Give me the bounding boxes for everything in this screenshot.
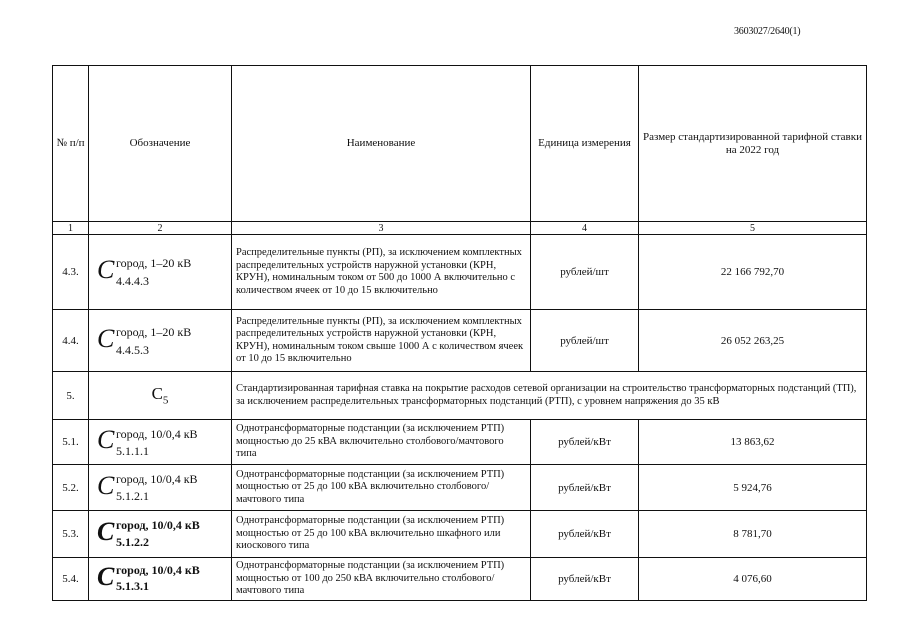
col-number: 4 xyxy=(531,222,639,235)
col-number: 5 xyxy=(639,222,867,235)
header-num: № п/п xyxy=(53,66,89,222)
row-designation xyxy=(89,235,232,310)
tariff-symbol: C xyxy=(97,470,115,500)
row-number: 5.3. xyxy=(53,511,89,558)
row-number: 5.2. xyxy=(53,465,89,511)
row-value: 22 166 792,70 xyxy=(639,235,867,310)
tariff-superscript: город, 1–20 кВ xyxy=(116,256,192,270)
row-name: Однотрансформаторные подстанции (за исключением РТП) мощностью от 25 до 100 кВА включительно столбового/мачтового типа xyxy=(232,465,531,511)
row-designation xyxy=(89,558,232,601)
row-designation xyxy=(89,465,232,511)
document-number: 3603027/2640(1) xyxy=(734,26,801,37)
col-number: 3 xyxy=(232,222,531,235)
tariff-superscript: город, 10/0,4 кВ xyxy=(116,427,198,441)
table-row xyxy=(53,420,867,465)
table-header-row xyxy=(53,66,867,222)
tariff-superscript: город, 10/0,4 кВ xyxy=(116,563,200,577)
tariff-subscript: 5.1.1.1 xyxy=(116,444,149,458)
table-row xyxy=(53,511,867,558)
tariff-superscript: город, 10/0,4 кВ xyxy=(116,472,198,486)
header-rate: Размер стандартизированной тарифной ставки на 2022 год xyxy=(639,66,867,222)
row-unit: рублей/шт xyxy=(531,310,639,372)
row-name: Однотрансформаторные подстанции (за исключением РТП) мощностью до 25 кВА включительно столбового/мачтового типа xyxy=(232,420,531,465)
tariff-superscript: город, 10/0,4 кВ xyxy=(116,518,200,532)
row-value: 4 076,60 xyxy=(639,558,867,601)
row-unit: рублей/кВт xyxy=(531,558,639,601)
tariff-subscript: 4.4.5.3 xyxy=(116,343,149,357)
tariff-symbol: C xyxy=(97,424,115,454)
header-name: Наименование xyxy=(232,66,531,222)
tariff-subscript: 4.4.4.3 xyxy=(116,274,149,288)
col-number: 1 xyxy=(53,222,89,235)
tariff-symbol: C xyxy=(97,323,115,353)
tariff-table xyxy=(52,65,867,601)
row-unit: рублей/шт xyxy=(531,235,639,310)
row-designation xyxy=(89,372,232,420)
tariff-subscript: 5.1.2.1 xyxy=(116,489,149,503)
table-row xyxy=(53,310,867,372)
table-row xyxy=(53,465,867,511)
tariff-subscript: 5.1.2.2 xyxy=(116,535,149,549)
header-designation: Обозначение xyxy=(89,66,232,222)
row-value: 13 863,62 xyxy=(639,420,867,465)
tariff-subscript: 5.1.3.1 xyxy=(116,579,149,593)
table-row xyxy=(53,558,867,601)
row-number: 5. xyxy=(53,372,89,420)
row-name: Однотрансформаторные подстанции (за исключением РТП) мощностью от 100 до 250 кВА включительно столбового/мачтового типа xyxy=(232,558,531,601)
row-value: 8 781,70 xyxy=(639,511,867,558)
tariff-superscript: город, 1–20 кВ xyxy=(116,325,192,339)
row-name: Распределительные пункты (РП), за исключением комплектных распределительных устройств наружной установки (КРН, КРУН), номинальным током свыше 1000 А с количеством ячеек от 10 до 15 включительно xyxy=(232,310,531,372)
table-row xyxy=(53,372,867,420)
header-unit: Единица измерения xyxy=(531,66,639,222)
tariff-symbol: C xyxy=(97,516,115,546)
col-number: 2 xyxy=(89,222,232,235)
row-unit: рублей/кВт xyxy=(531,465,639,511)
column-numbers-row xyxy=(53,222,867,235)
tariff-symbol: C xyxy=(151,384,163,404)
row-unit: рублей/кВт xyxy=(531,511,639,558)
row-number: 5.1. xyxy=(53,420,89,465)
row-designation xyxy=(89,420,232,465)
row-value: 5 924,76 xyxy=(639,465,867,511)
row-number: 4.4. xyxy=(53,310,89,372)
tariff-symbol: C xyxy=(97,561,115,591)
row-value: 26 052 263,25 xyxy=(639,310,867,372)
row-designation xyxy=(89,511,232,558)
table-row xyxy=(53,235,867,310)
row-number: 4.3. xyxy=(53,235,89,310)
row-designation xyxy=(89,310,232,372)
tariff-symbol: C xyxy=(97,254,115,284)
row-name: Однотрансформаторные подстанции (за исключением РТП) мощностью от 25 до 100 кВА включительно шкафного или киоскового типа xyxy=(232,511,531,558)
row-name: Стандартизированная тарифная ставка на покрытие расходов сетевой организации на строительство трансформаторных подстанций (ТП), за исключением распределительных трансформаторных подстанций (РТП), с уровнем напряжения до 35 кВ xyxy=(232,372,867,420)
row-unit: рублей/кВт xyxy=(531,420,639,465)
row-name: Распределительные пункты (РП), за исключением комплектных распределительных устройств наружной установки (КРН, КРУН), номинальным током от 500 до 1000 А включительно с количеством ячеек от 10 до 15 включительно xyxy=(232,235,531,310)
tariff-subscript: 5 xyxy=(162,394,169,407)
row-number: 5.4. xyxy=(53,558,89,601)
